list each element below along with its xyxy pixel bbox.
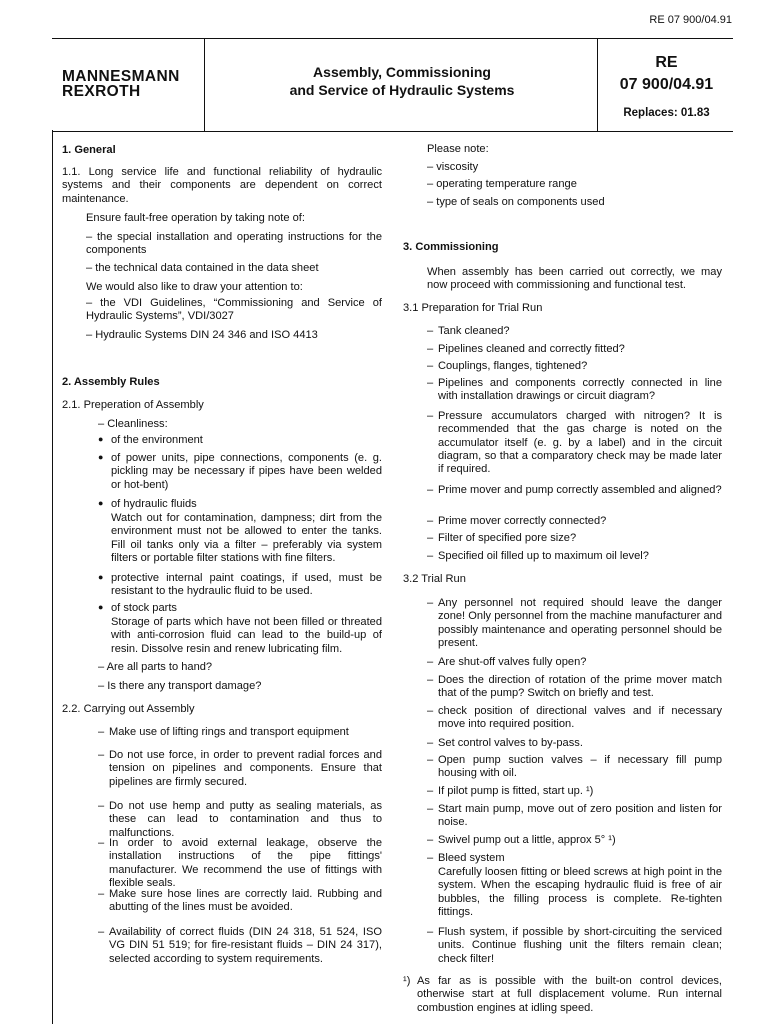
- re-number: 07 900/04.91: [619, 76, 714, 93]
- list-item: – Couplings, flanges, tightened?: [427, 360, 588, 372]
- section-1-heading: 1. General: [62, 144, 116, 156]
- section-2-heading: 2. Assembly Rules: [62, 376, 160, 388]
- list-item: – Filter of specified pore size?: [427, 532, 577, 544]
- list-item: – Bleed system: [427, 852, 505, 864]
- list-item: – Start main pump, move out of zero position and listen for noise.: [427, 803, 722, 829]
- list-item: – Flush system, if possible by short-circuiting the serviced units. Continue flushing unit the filters remain clean; check filter!: [427, 926, 722, 965]
- left-margin-rule: [52, 130, 53, 1024]
- list-item: – Make sure hose lines are correctly laid. Rubbing and abutting of the lines must be avoided.: [98, 888, 382, 914]
- list-item: ● protective internal paint coatings, if used, must be resistant to the hydraulic fluid to be used.: [98, 572, 382, 598]
- bullet-icon: ●: [98, 434, 104, 444]
- list-item-text: Carefully loosen fitting or bleed screws at high point in the system. When the escaping hydraulic fluid is free of air bubbles, the filling process is complete. Re-tighten fittings.: [438, 866, 722, 918]
- list-item: – Swivel pump out a little, approx 5° ¹): [427, 834, 616, 846]
- list-item: – Open pump suction valves – if necessary fill pump housing with oil.: [427, 754, 722, 780]
- footnote: ¹) As far as is possible with the built-on control devices, otherwise start at full displacement volume. Run internal combustion engines at idling speed.: [403, 975, 722, 1014]
- list-item: – Is there any transport damage?: [98, 680, 262, 692]
- document-title: Assembly, Commissioning and Service of Hydraulic Systems: [289, 64, 515, 98]
- header-divider: [204, 39, 205, 131]
- list-item: – the VDI Guidelines, “Commissioning and Service of Hydraulic Systems”, VDI/3027: [86, 297, 382, 323]
- list-item: – Pipelines cleaned and correctly fitted?: [427, 343, 625, 355]
- list-item: ● of power units, pipe connections, components (e. g. pickling may be necessary if pipes have been welded or hot-bent): [98, 452, 382, 491]
- section-2-2-heading: 2.2. Carrying out Assembly: [62, 703, 195, 715]
- list-item: – If pilot pump is fitted, start up. ¹): [427, 785, 594, 797]
- bullet-icon: ●: [98, 602, 104, 612]
- section-3-1-heading: 3.1 Preparation for Trial Run: [403, 302, 543, 314]
- list-item: – Do not use force, in order to prevent radial forces and tension on pipelines and components. Ensure that pipelines are firmly secured.: [98, 749, 382, 788]
- list-item-text: Watch out for contamination, dampness; dirt from the environment must not be allowed to enter the tanks. Fill oil tanks only via a filter – preferably via system filters or portable filter stations with fine filters.: [111, 512, 382, 564]
- list-item: – Does the direction of rotation of the prime mover match that of the pump? Switch on briefly and test.: [427, 674, 722, 700]
- list-item: – Pipelines and components correctly connected in line with installation drawings or circuit diagram?: [427, 377, 722, 403]
- company-logo: MANNESMANN REXROTH: [62, 68, 180, 100]
- list-item: – type of seals on components used: [427, 196, 605, 208]
- header-divider: [597, 39, 598, 131]
- list-item: – Any personnel not required should leave the danger zone! Only personnel from the machine manufacturer and possibly maintenance and operating personnel should be present.: [427, 597, 722, 649]
- cleanliness-label: – Cleanliness:: [98, 418, 168, 430]
- section-3-2-heading: 3.2 Trial Run: [403, 573, 466, 585]
- list-item: – Hydraulic Systems DIN 24 346 and ISO 4413: [86, 329, 318, 341]
- list-item: – the technical data contained in the data sheet: [86, 262, 319, 274]
- list-item: ● of the environment: [98, 434, 203, 446]
- document-reference: RE 07 900/04.91: [649, 14, 732, 26]
- list-item: – Tank cleaned?: [427, 325, 510, 337]
- list-item: – Make use of lifting rings and transport equipment: [98, 726, 349, 738]
- bullet-icon: ●: [98, 452, 104, 462]
- list-item: – check position of directional valves and if necessary move into required position.: [427, 705, 722, 731]
- list-item: – Availability of correct fluids (DIN 24 318, 51 524, ISO VG DIN 51 519; for fire-resistant fluids – DIN 24 317), selected according to system requirements.: [98, 926, 382, 965]
- ensure-text: Ensure fault-free operation by taking note of:: [86, 212, 305, 224]
- section-1-1-text: 1.1. Long service life and functional reliability of hydraulic systems and their components are dependent on correct maintenance.: [62, 166, 382, 205]
- section-3-text: When assembly has been carried out correctly, we may now proceed with commissioning and functional test.: [427, 266, 722, 292]
- section-3-heading: 3. Commissioning: [403, 241, 499, 253]
- list-item: – viscosity: [427, 161, 479, 173]
- list-item-text: Storage of parts which have not been filled or threated with anti-corrosion fluid can lead to the build-up of resin. Dissolve resin and renew lubricating film.: [111, 616, 382, 655]
- list-item: – Set control valves to by-pass.: [427, 737, 583, 749]
- re-number-box: [600, 52, 733, 120]
- please-note-label: Please note:: [427, 143, 489, 155]
- list-item: – Specified oil filled up to maximum oil level?: [427, 550, 649, 562]
- list-item: – Do not use hemp and putty as sealing materials, as these can lead to contamination and thus to malfunctions.: [98, 800, 382, 839]
- list-item: – Prime mover and pump correctly assembled and aligned?: [427, 484, 722, 496]
- list-item: – Prime mover correctly connected?: [427, 515, 607, 527]
- list-item: – Are all parts to hand?: [98, 661, 213, 673]
- list-item: ● of hydraulic fluids: [98, 498, 197, 510]
- replaces-label: Replaces: 01.83: [623, 107, 710, 119]
- list-item: – Are shut-off valves fully open?: [427, 656, 587, 668]
- list-item: ● of stock parts: [98, 602, 177, 614]
- attention-text: We would also like to draw your attention to:: [86, 281, 303, 293]
- list-item: – the special installation and operating instructions for the components: [86, 231, 382, 257]
- footnote-marker: ¹): [403, 975, 411, 987]
- bullet-icon: ●: [98, 572, 104, 582]
- section-2-1-heading: 2.1. Preperation of Assembly: [62, 399, 204, 411]
- list-item: – operating temperature range: [427, 178, 577, 190]
- list-item: – Pressure accumulators charged with nitrogen? It is recommended that the gas charge is noted on the accumulator itself (e. g. by a label) and in the circuit diagram, so that a comparatory check may be made later if required.: [427, 410, 722, 476]
- bullet-icon: ●: [98, 498, 104, 508]
- header-box: [52, 38, 733, 132]
- list-item: – In order to avoid external leakage, observe the installation instructions of the pipe fittings' manufacturer. We recommend the use of fittings with flexible seals.: [98, 837, 382, 889]
- re-label: RE: [655, 54, 678, 71]
